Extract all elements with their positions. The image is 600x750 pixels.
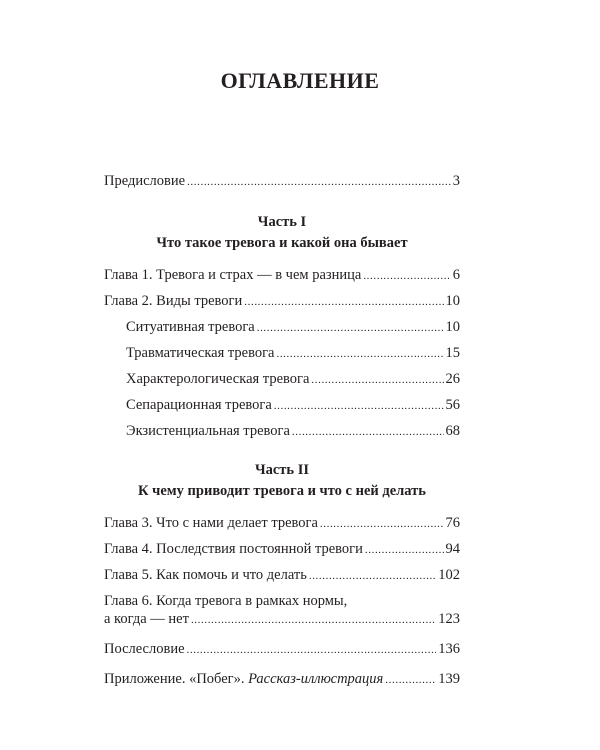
dot-leader <box>309 566 436 585</box>
toc-entry-label: Глава 2. Виды тревоги <box>104 293 243 309</box>
dot-leader <box>311 370 443 389</box>
page-title: ОГЛАВЛЕНИЕ <box>220 68 380 93</box>
toc-entry-label-line-1: Глава 6. Когда тревога в рамках нормы, <box>104 593 348 609</box>
dot-leader <box>276 344 443 363</box>
appendix-subtitle: Рассказ-иллюстрация <box>248 671 384 687</box>
part-heading-2 <box>104 460 460 502</box>
toc-entry-appendix[interactable] <box>104 670 460 689</box>
toc-entry-section[interactable] <box>104 370 460 389</box>
table-of-contents <box>104 172 460 689</box>
toc-entry-label: Ситуативная тревога <box>126 319 255 335</box>
toc-entry-section[interactable] <box>104 396 460 415</box>
toc-page-number: 56 <box>445 397 460 413</box>
part-label: Часть I <box>257 214 307 230</box>
dot-leader <box>363 266 450 285</box>
toc-entry-label: Характерологическая тревога <box>126 371 310 387</box>
dot-leader <box>320 514 444 533</box>
toc-entry-chapter-4[interactable] <box>104 540 460 559</box>
toc-page-number: 123 <box>438 611 460 627</box>
toc-page-number: 102 <box>438 567 460 583</box>
part-heading-1 <box>104 212 460 254</box>
toc-page-number: 26 <box>445 371 460 387</box>
toc-page-number: 68 <box>445 423 460 439</box>
toc-entry-chapter-5[interactable] <box>104 566 460 585</box>
toc-entry-chapter-2[interactable] <box>104 292 460 311</box>
toc-entry-section[interactable] <box>104 422 460 441</box>
dot-leader <box>187 172 451 191</box>
toc-page-number: 10 <box>445 319 460 335</box>
dot-leader <box>292 422 444 441</box>
dot-leader <box>274 396 444 415</box>
toc-entry-chapter-1[interactable] <box>104 266 460 285</box>
toc-page-number: 76 <box>445 515 460 531</box>
dot-leader <box>191 610 436 629</box>
toc-entry-preface[interactable] <box>104 172 460 191</box>
toc-page-number: 10 <box>445 293 460 309</box>
toc-entry-label: Глава 5. Как помочь и что делать <box>104 567 307 583</box>
dot-leader <box>257 318 444 337</box>
part-title: К чему приводит тревога и что с ней делать <box>138 483 426 499</box>
dot-leader <box>385 670 436 689</box>
toc-entry-afterword[interactable] <box>104 640 460 659</box>
appendix-label: Приложение. «Побег». <box>104 671 245 687</box>
toc-page-number: 15 <box>445 345 460 361</box>
toc-entry-chapter-6[interactable] <box>104 592 460 629</box>
toc-entry-section[interactable] <box>104 318 460 337</box>
toc-entry-label: Глава 4. Последствия постоянной тревоги <box>104 541 363 557</box>
toc-entry-label: Послесловие <box>104 641 185 657</box>
toc-page-number: 136 <box>438 641 460 657</box>
toc-entry-label: Глава 1. Тревога и страх — в чем разница <box>104 267 362 283</box>
toc-entry-label-line-2: а когда — нет <box>104 611 189 627</box>
dot-leader <box>244 292 443 311</box>
toc-entry-chapter-3[interactable] <box>104 514 460 533</box>
toc-entry-label: Сепарационная тревога <box>126 397 272 413</box>
toc-page-number: 139 <box>438 671 460 687</box>
toc-entry-label: Травматическая тревога <box>126 345 275 361</box>
toc-page-number: 3 <box>452 173 460 189</box>
toc-page-number: 6 <box>452 267 460 283</box>
toc-entry-section[interactable] <box>104 344 460 363</box>
part-title: Что такое тревога и какой она бывает <box>156 235 408 251</box>
toc-page-number: 94 <box>445 541 460 557</box>
toc-entry-label <box>104 670 383 688</box>
dot-leader <box>365 540 444 559</box>
toc-entry-label: Предисловие <box>104 173 186 189</box>
part-label: Часть II <box>254 462 310 478</box>
toc-entry-label: Глава 3. Что с нами делает тревога <box>104 515 318 531</box>
toc-entry-label: Экзистенциальная тревога <box>126 423 290 439</box>
dot-leader <box>187 640 437 659</box>
